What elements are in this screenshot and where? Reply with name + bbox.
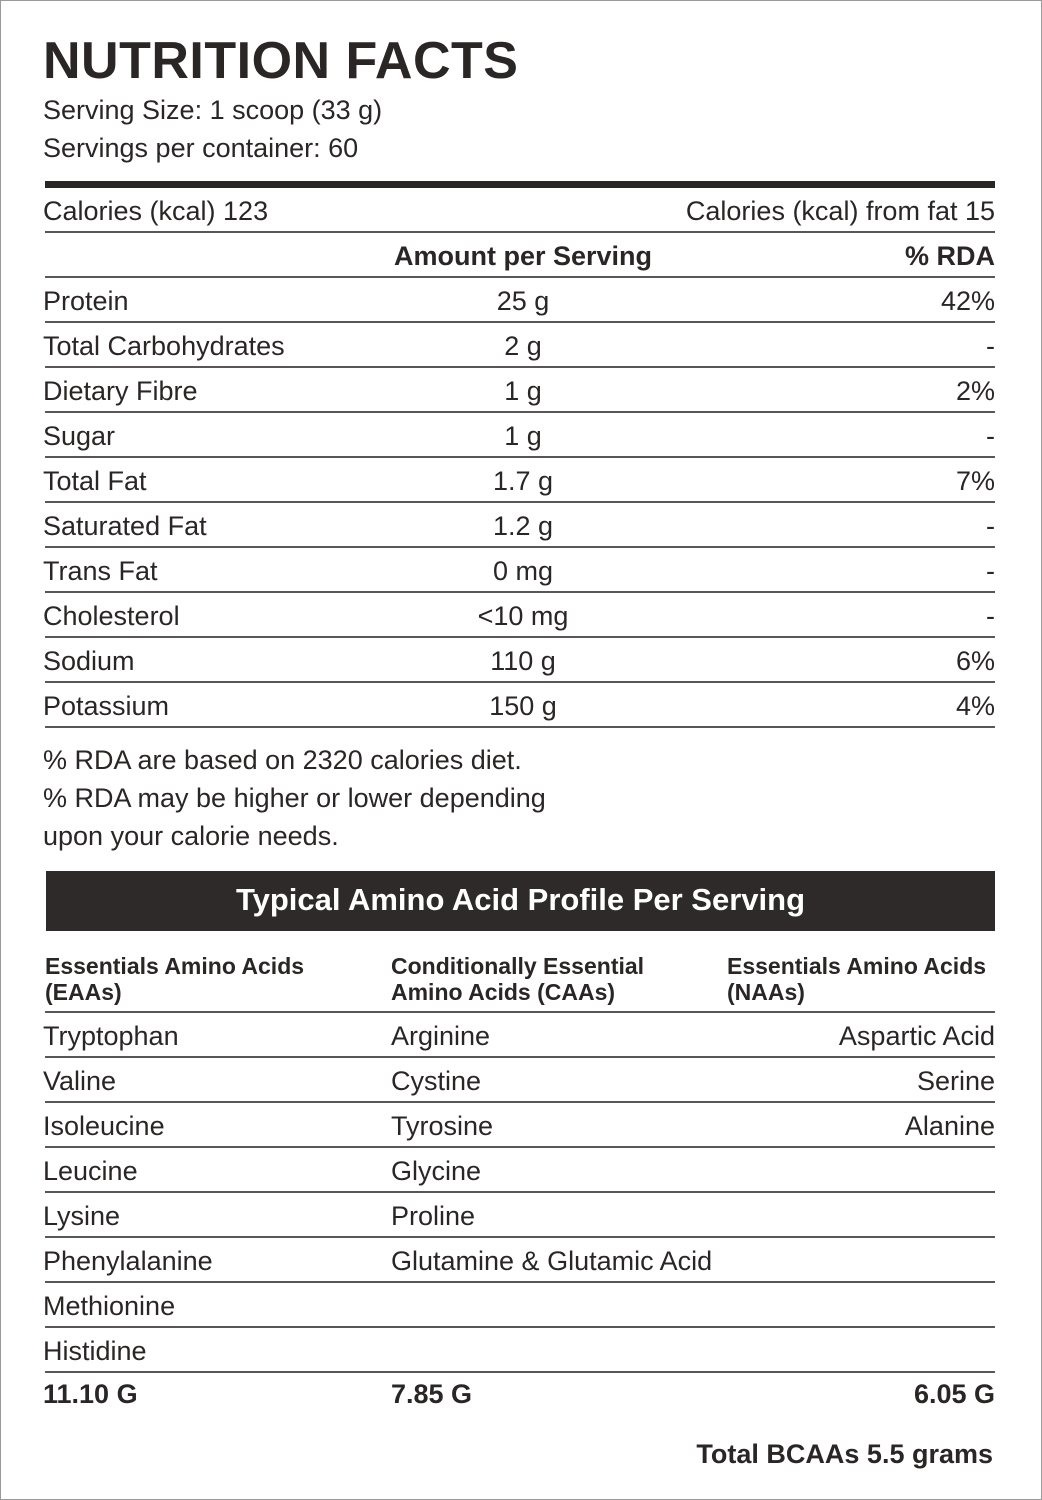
nutrient-amount: 1.2 g — [492, 511, 554, 541]
amino-banner: Typical Amino Acid Profile Per Serving — [46, 871, 995, 931]
eaa-header: Essentials Amino Acids (EAAs) — [45, 953, 305, 1005]
nutrient-name: Trans Fat — [43, 556, 158, 586]
rda-note — [43, 741, 546, 855]
nutrient-amount: 1 g — [504, 376, 542, 406]
nutrient-name: Dietary Fibre — [43, 376, 198, 406]
table-row — [45, 1013, 995, 1058]
naa-cell: Serine — [916, 1066, 995, 1096]
table-row — [45, 1058, 995, 1103]
table-row — [45, 1328, 995, 1373]
table-row — [45, 1103, 995, 1148]
nutrient-name: Sodium — [43, 646, 135, 676]
nutrient-rda: 7% — [955, 466, 995, 496]
table-row — [45, 548, 995, 593]
nutrient-amount: 150 g — [489, 691, 557, 721]
nutrient-name: Total Fat — [43, 466, 147, 496]
table-row — [45, 458, 995, 503]
caa-cell: Arginine — [391, 1021, 491, 1051]
calories-total: Calories (kcal) 123 — [43, 196, 269, 226]
caa-total: 7.85 G — [391, 1379, 473, 1409]
table-header-row — [45, 233, 995, 278]
caa-header: Conditionally Essential Amino Acids (CAAs) — [391, 953, 645, 1005]
naa-header: Essentials Amino Acids (NAAs) — [727, 953, 987, 1005]
eaa-total: 11.10 G — [43, 1379, 138, 1409]
nutrient-name: Protein — [43, 286, 129, 316]
eaa-cell: Isoleucine — [43, 1111, 165, 1141]
nutrient-name: Saturated Fat — [43, 511, 207, 541]
nutrient-amount: 2 g — [504, 331, 542, 361]
caa-cell: Glutamine & Glutamic Acid — [391, 1246, 713, 1276]
table-row — [45, 1148, 995, 1193]
calories-row — [45, 188, 995, 233]
naa-total: 6.05 G — [913, 1379, 995, 1409]
total-bcaas: Total BCAAs 5.5 grams — [696, 1439, 993, 1469]
table-row — [45, 1283, 995, 1328]
eaa-cell: Valine — [43, 1066, 117, 1096]
nutrient-rda: 42% — [940, 286, 995, 316]
serving-size: Serving Size: 1 scoop (33 g) — [43, 95, 383, 125]
nutrient-amount: 1 g — [504, 421, 542, 451]
table-row — [45, 1238, 995, 1283]
table-row — [45, 368, 995, 413]
note-line: % RDA are based on 2320 calories diet. — [43, 745, 522, 775]
nutrient-name: Total Carbohydrates — [43, 331, 285, 361]
eaa-cell: Tryptophan — [43, 1021, 179, 1051]
nutrient-rda: 6% — [955, 646, 995, 676]
nutrient-amount: 0 mg — [492, 556, 554, 586]
table-row — [45, 683, 995, 728]
eaa-cell: Histidine — [43, 1336, 147, 1366]
amino-totals-row — [45, 1377, 995, 1417]
page-title: NUTRITION FACTS — [43, 32, 519, 90]
thick-divider — [45, 181, 995, 188]
naa-cell: Alanine — [904, 1111, 995, 1141]
table-row — [45, 593, 995, 638]
nutrient-amount: 1.7 g — [492, 466, 554, 496]
servings-per-container: Servings per container: 60 — [43, 133, 359, 163]
nutrient-amount: 25 g — [496, 286, 550, 316]
note-line: % RDA may be higher or lower depending — [43, 783, 546, 813]
table-row — [45, 413, 995, 458]
nutrient-rda: - — [986, 331, 995, 361]
eaa-cell: Leucine — [43, 1156, 138, 1186]
table-row — [45, 638, 995, 683]
nutrient-rda: 4% — [955, 691, 995, 721]
nutrient-name: Cholesterol — [43, 601, 180, 631]
caa-cell: Glycine — [391, 1156, 482, 1186]
nutrient-rda: - — [986, 511, 995, 541]
caa-cell: Tyrosine — [391, 1111, 494, 1141]
calories-from-fat: Calories (kcal) from fat 15 — [685, 196, 995, 226]
amino-header-row — [45, 951, 995, 1013]
naa-cell: Aspartic Acid — [838, 1021, 995, 1051]
nutrient-name: Potassium — [43, 691, 170, 721]
table-row — [45, 323, 995, 368]
note-line: upon your calorie needs. — [43, 821, 339, 851]
nutrient-amount: <10 mg — [477, 601, 569, 631]
nutrient-rda: - — [986, 556, 995, 586]
nutrient-rda: - — [986, 601, 995, 631]
eaa-cell: Methionine — [43, 1291, 176, 1321]
caa-cell: Proline — [391, 1201, 476, 1231]
table-row — [45, 278, 995, 323]
caa-cell: Cystine — [391, 1066, 482, 1096]
table-row — [45, 503, 995, 548]
nutrient-name: Sugar — [43, 421, 116, 451]
eaa-cell: Phenylalanine — [43, 1246, 213, 1276]
nutrient-rda: - — [986, 421, 995, 451]
amount-header: Amount per Serving — [393, 241, 653, 271]
table-row — [45, 1193, 995, 1238]
nutrient-rda: 2% — [955, 376, 995, 406]
eaa-cell: Lysine — [43, 1201, 121, 1231]
nutrient-amount: 110 g — [490, 646, 556, 676]
rda-header: % RDA — [904, 241, 995, 271]
